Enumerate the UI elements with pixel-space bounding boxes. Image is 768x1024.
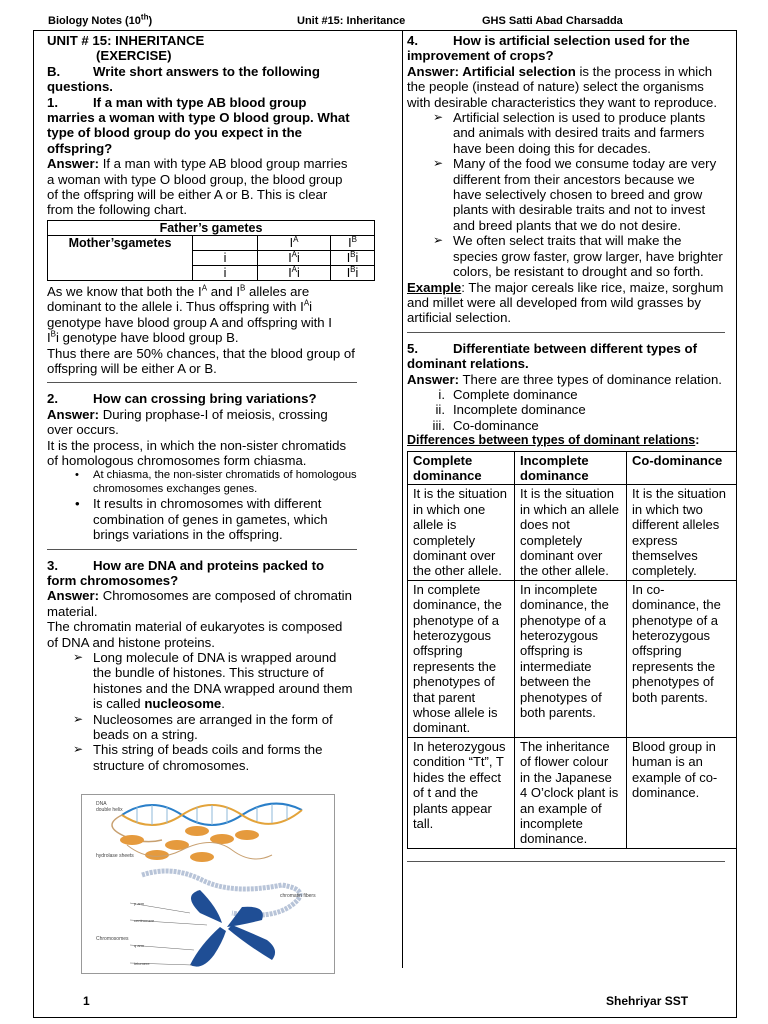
header-center: Unit #15: Inheritance: [297, 15, 406, 27]
dominance-types-list: [407, 387, 725, 433]
genotype-IAi: $I^Ai$: [258, 250, 331, 265]
q3-answer: Answer: Chromosomes are composed of chromatin material.: [47, 588, 352, 619]
q4-example: Example: The major cereals like rice, maize, sorghum and millet were all developed from wild grasses by artificial selection.: [407, 279, 724, 326]
unit-title: UNIT # 15: INHERITANCE: [47, 33, 205, 48]
q1-answer: Answer: If a man with type AB blood group marries a woman with type O blood group, the blood group of the offspring will be either A or B. This is clear from the following chart.: [47, 156, 348, 218]
list-item: ➢ Nucleosomes are arranged in the form of beads on a string.: [73, 712, 357, 743]
table-cell: In heterozygous condition “Tt”, T hides the effect of t and the plants appear tall.: [408, 737, 515, 848]
q4-answer: Answer: Artificial selection is the process in which the people (instead of nature) select the organisms with desirable characteristics they want to reproduce.: [407, 63, 718, 110]
chromosome-packing-figure: [81, 794, 335, 974]
table-header: Co-dominance: [627, 451, 737, 485]
list-item: iii. Co-dominance: [432, 417, 539, 433]
list-item: ➢ Many of the food we consume today are very different from their ancestors because we have selectively chosen to breed and grow plants with desirable traits and not to invest and breed plants that we do not desire.: [433, 156, 725, 233]
q4-bullets: [407, 110, 725, 279]
q2-paragraph: It is the process, in which the non-sister chromatids of homologous chromosomes form chiasma.: [47, 437, 347, 468]
table-row: [408, 485, 737, 580]
q3-paragraph: The chromatin material of eukaryotes is composed of DNA and histone proteins.: [47, 619, 343, 650]
allele-IB: $I^B$: [331, 235, 375, 250]
blood-group-table: [47, 220, 375, 281]
table-row: [408, 737, 737, 848]
q2-bullets: [47, 468, 357, 542]
table-cell: In co-dominance, the phenotype of a heterozygous offspring represents the phenotypes of both parents.: [627, 580, 737, 737]
table-cell: In incomplete dominance, the phenotype of a heterozygous offspring is intermediate between the phenotypes of both parents.: [515, 580, 627, 737]
list-item: i. Complete dominance: [438, 386, 578, 402]
q1-explanation: As we know that both the $I^A$ and $I^B$ alleles are dominant to the allele i. Thus offspring with $I^Ai$ genotype have blood group A and offspring with I $I^Bi$ genotype have blood group B.: [47, 283, 332, 346]
allele-i: i: [193, 265, 258, 280]
genotype-IAi: $I^Ai$: [258, 265, 331, 280]
label-histones: hydrolase sheets: [96, 853, 134, 859]
list-item: ➢ This string of beads coils and forms the structure of chromosomes.: [73, 742, 357, 773]
label-chromosomes: Chromosomes: [96, 936, 129, 942]
section-heading: B. Write short answers to the following questions.: [47, 63, 320, 95]
label-chromatin-fibers: chromatin fibers: [280, 893, 316, 899]
list-item: ➢ We often select traits that will make the species grow faster, grow larger, have brighter colors, be resistant to drought and so forth.: [433, 233, 725, 279]
fathers-gametes-header: Father’s gametes: [48, 220, 375, 235]
table-cell: It is the situation in which an allele does not completely dominant over the other allele.: [515, 485, 627, 580]
header-right: GHS Satti Abad Charsadda: [482, 15, 623, 27]
column-divider: [402, 30, 403, 968]
q2-question: 2. How can crossing bring variations?: [47, 391, 317, 407]
list-item: • At chiasma, the non-sister chromatids of homologous chromosomes exchanges genes.: [73, 468, 357, 496]
label-p-arm: p arm: [134, 901, 145, 906]
table-header: Complete dominance: [408, 451, 515, 485]
list-item: ➢ Artificial selection is used to produce plants and animals with desired traits and farmers have been doing this for decades.: [433, 110, 725, 156]
table-cell: It is the situation in which one allele is completely dominant over the other allele.: [408, 485, 515, 580]
dominance-comparison-table: [407, 451, 737, 849]
table-cell: In complete dominance, the phenotype of a heterozygous offspring represents the phenotypes of that parent whose allele is dominant.: [408, 580, 515, 737]
q1-conclusion: Thus there are 50% chances, that the blood group of offspring will be either A or B.: [47, 345, 355, 376]
right-column: [407, 33, 725, 870]
list-item: ii. Incomplete dominance: [435, 402, 586, 418]
q2-answer: Answer: During prophase-I of meiosis, crossing over occurs.: [47, 406, 328, 438]
label-telomere: telomere: [134, 961, 150, 966]
divider: [407, 861, 725, 862]
list-item: ➢ Long molecule of DNA is wrapped around the bundle of histones. This structure of histones and the DNA wrapped around them is called nucleosome.: [73, 650, 357, 712]
label-double-helix: double helix: [96, 807, 123, 813]
page-number: 1: [83, 994, 90, 1008]
exercise-title: (EXERCISE): [96, 48, 172, 64]
genotype-IBi: $I^Bi$: [331, 265, 375, 280]
table-cell: Blood group in human is an example of co-dominance.: [627, 737, 737, 848]
author-name: Shehriyar SST: [606, 994, 689, 1008]
q3-bullets: [47, 650, 357, 773]
header-left: Biology Notes (10th): [48, 12, 153, 27]
mothers-gametes-label: Mother’sgametes: [48, 235, 193, 280]
allele-i: i: [193, 250, 258, 265]
list-item: • It results in chromosomes with different combination of genes in gametes, which brings variations in the offspring.: [73, 496, 357, 542]
q1-question: 1. If a man with type AB blood group marries a woman with type O blood group. What type of blood group do you expect in the offspring?: [47, 94, 350, 156]
page-header: [0, 12, 768, 29]
dna-chromosome-illustration: [82, 795, 335, 974]
table-cell: It is the situation in which two different alleles express themselves completely.: [627, 485, 737, 580]
divider: [47, 549, 357, 550]
label-centromere: centromere: [134, 918, 155, 923]
q4-question: 4. How is artificial selection used for the improvement of crops?: [407, 33, 690, 64]
table-cell: The inheritance of flower colour in the Japanese 4 O’clock plant is an example of incomplete dominance.: [515, 737, 627, 848]
table-row: [408, 580, 737, 737]
label-dna: DNA: [96, 801, 107, 807]
genotype-IBi: $I^Bi$: [331, 250, 375, 265]
divider: [407, 332, 725, 333]
table-header: Incomplete dominance: [515, 451, 627, 485]
divider: [47, 382, 357, 383]
allele-IA: $I^A$: [258, 235, 331, 250]
q5-answer: Answer: There are three types of dominance relation.: [407, 371, 722, 387]
q3-question: 3. How are DNA and proteins packed to form chromosomes?: [47, 557, 325, 588]
label-q-arm: q arm: [134, 943, 145, 948]
differences-title: Differences between types of dominant relations:: [407, 433, 700, 448]
left-column: [47, 33, 357, 773]
q5-question: 5. Differentiate between different types of dominant relations.: [407, 340, 698, 372]
